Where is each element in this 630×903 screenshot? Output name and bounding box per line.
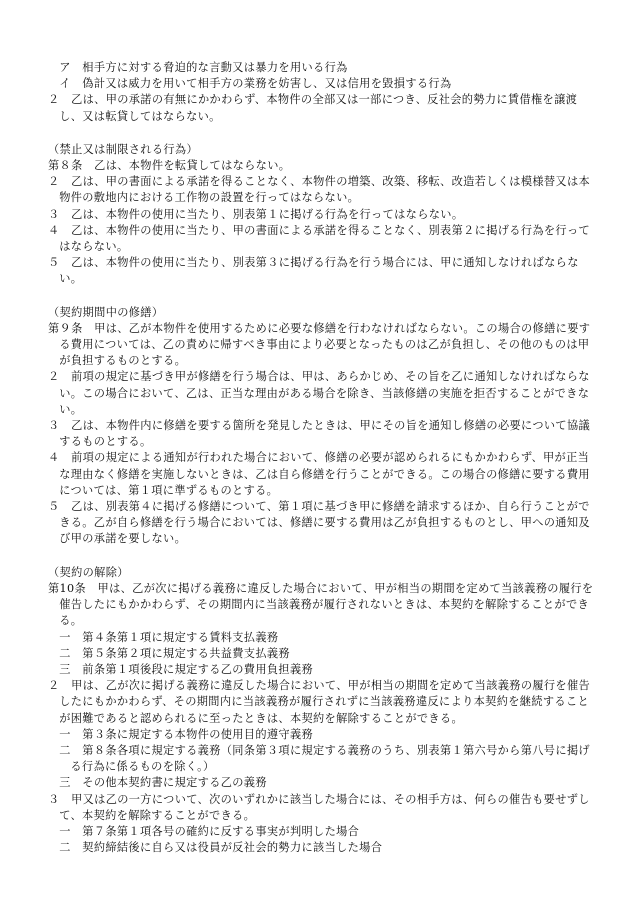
article-paragraph: 第10条 甲は、乙が次に掲げる義務に違反した場合において、甲が相当の期間を定めて当該義務の履行を催告したにもかかわらず、その期間内に当該義務が履行されないときは、本契約を解除することができる。 — [48, 581, 594, 628]
clause-paragraph: ２ 前項の規定に基づき甲が修繕を行う場合は、甲は、あらかじめ、その旨を乙に通知しなければならない。この場合において、乙は、正当な理由がある場合を除き、当該修繕の実施を拒否することができない。 — [48, 370, 590, 416]
list-item: ア 相手方に対する脅迫的な言動又は暴力を用いる行為 — [59, 61, 348, 74]
clause-paragraph: ２ 乙は、甲の承諾の有無にかかわらず、本物件の全部又は一部につき、反社会的勢力に賃借権を譲渡し、又は転貸してはならない。 — [48, 93, 578, 123]
clause-paragraph: ４ 乙は、本物件の使用に当たり、甲の書面による承諾を得ることなく、別表第２に掲げる行為を行ってはならない。 — [48, 223, 591, 254]
article-paragraph: 第９条 甲は、乙が本物件を使用するために必要な修繕を行わなければならない。この場合の修繕に要する費用については、乙の責めに帰すべき事由により必要となったものは乙が負担し、その他のものは甲が負担するものとする。 — [48, 321, 591, 368]
list-item: 二 第５条第２項に規定する共益費支払義務 — [59, 646, 290, 660]
clause-paragraph: ５ 乙は、本物件の使用に当たり、別表第３に掲げる行為を行う場合には、甲に通知しなければならない。 — [48, 256, 579, 286]
clause-paragraph: ３ 甲又は乙の一方について、次のいずれかに該当した場合には、その相手方は、何らの催告も要せずして、本契約を解除することができる。 — [48, 792, 590, 822]
section-heading: （禁止又は制限される行為） — [48, 142, 198, 156]
clause-paragraph: ４ 前項の規定による通知が行われた場合において、修繕の必要が認められるにもかかわらず、甲が正当な理由なく修繕を実施しないときは、乙は自ら修繕を行うことができる。この場合の修繕に要する費用については、第１項に準ずるものとする。 — [48, 451, 590, 497]
clause-paragraph: ３ 乙は、本物件内に修繕を要する箇所を発見したときは、甲にその旨を通知し修繕の必要について協議するものとする。 — [48, 419, 591, 449]
list-item: イ 偽計又は威力を用いて相手方の業務を妨害し、又は信用を毀損する行為 — [59, 77, 452, 91]
clause-paragraph: ２ 甲は、乙が次に掲げる義務に違反した場合において、甲が相当の期間を定めて当該義務の履行を催告したにもかかわらず、その期間内に当該義務が履行されずに当該義務違反により本契約を継続することが困難であると認められるに至ったときは、本契約を解除することができる。 — [48, 679, 591, 725]
clause-paragraph: ３ 乙は、本物件の使用に当たり、別表第１に掲げる行為を行ってはならない。 — [48, 207, 464, 221]
clause-paragraph: ５ 乙は、別表第４に掲げる修繕について、第１項に基づき甲に修繕を請求するほか、自ら行うことができる。乙が自ら修繕を行う場合においては、修繕に要する費用は乙が負担するものとし、甲への通知及び甲の承諾を要しない。 — [48, 500, 590, 546]
list-item: 三 その他本契約書に規定する乙の義務 — [59, 776, 267, 790]
list-item: 二 第８条各項に規定する義務（同条第３項に規定する義務のうち、別表第１第六号から第八号に掲げる行為に係るものを除く。） — [59, 743, 590, 774]
list-item: 一 第３条に規定する本物件の使用目的遵守義務 — [59, 727, 314, 741]
section-heading: （契約期間中の修繕） — [48, 305, 164, 319]
section-heading: （契約の解除） — [48, 565, 129, 579]
list-item: 一 第４条第１項に規定する賃料支払義務 — [59, 630, 279, 644]
article-paragraph: 第８条 乙は、本物件を転貸してはならない。 — [48, 159, 291, 173]
list-item: 一 第７条第１項各号の確約に反する事実が判明した場合 — [59, 824, 360, 838]
list-item: 三 前条第１項後段に規定する乙の費用負担義務 — [59, 662, 314, 676]
list-item: 二 契約締結後に自ら又は役員が反社会的勢力に該当した場合 — [59, 841, 383, 855]
clause-paragraph: ２ 乙は、甲の書面による承諾を得ることなく、本物件の増築、改築、移転、改造若しくは模様替又は本物件の敷地内における工作物の設置を行ってはならない。 — [48, 175, 591, 205]
